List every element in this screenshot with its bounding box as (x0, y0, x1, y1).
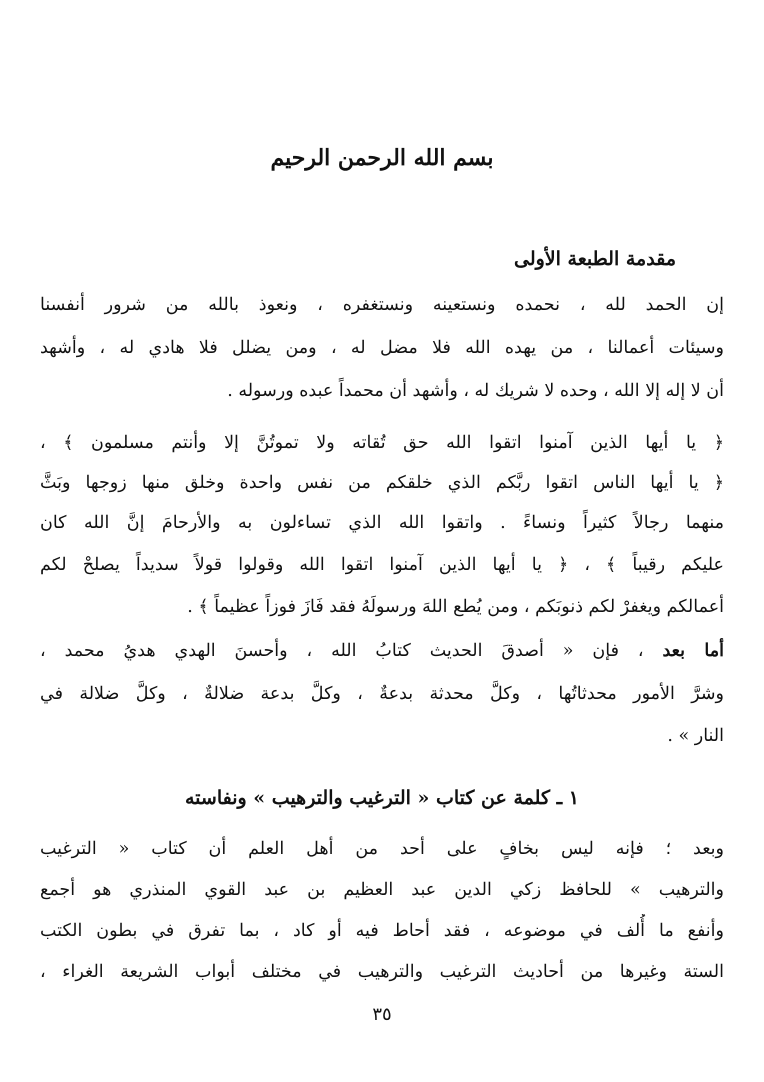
preface-heading: مقدمة الطبعة الأولى (513, 248, 676, 270)
verse-line: ﴿ يا أيها الذين آمنوا اتقوا الله حق تُقاته ولا تموتُنَّ إلا وأنتم مسلمون ﴾ ، (40, 433, 724, 453)
paragraph-line: وسيئات أعمالنا ، من يهده الله فلا مضل له ، ومن يضلل فلا هادي له ، وأشهد (40, 338, 724, 358)
paragraph-line: الستة وغيرها من أحاديث الترغيب والترهيب في مختلف أبواب الشريعة الغراء ، (40, 962, 724, 982)
paragraph-line: وأنفع ما أُلف في موضوعه ، فقد أحاط فيه أو كاد ، بما تفرق في بطون الكتب (40, 921, 724, 941)
paragraph-line: النار » . (667, 726, 724, 746)
section-heading: ١ ـ كلمة عن كتاب « الترغيب والترهيب » ونفاسته (184, 787, 579, 809)
verse-line: عليكم رقيباً ﴾ ، ﴿ يا أيها الذين آمنوا اتقوا الله وقولوا قولاً سديداً يصلحْ لكم (40, 555, 724, 575)
paragraph-line: والترهيب » للحافظ زكي الدين عبد العظيم بن عبد القوي المنذري هو أجمع (40, 880, 724, 900)
basmala-title: بسم الله الرحمن الرحيم (270, 145, 494, 171)
paragraph-line: إن الحمد لله ، نحمده ونستعينه ونستغفره ، ونعوذ بالله من شرور أنفسنا (40, 295, 724, 315)
paragraph-line: أن لا إله إلا الله ، وحده لا شريك له ، وأشهد أن محمداً عبده ورسوله . (227, 381, 724, 401)
paragraph-line: وبعد ؛ فإنه ليس بخافٍ على أحد من أهل العلم أن كتاب « الترغيب (40, 839, 724, 859)
page-number: ٣٥ (372, 1004, 392, 1025)
ama-baad-lead: أما بعد (662, 641, 724, 661)
paragraph-line: وشرَّ الأمور محدثاتُها ، وكلَّ محدثة بدعةٌ ، وكلَّ بدعة ضلالةٌ ، وكلَّ ضلالة في (40, 684, 724, 704)
paragraph-line (40, 634, 724, 668)
verse-line: أعمالكم ويغفرْ لكم ذنوبَكم ، ومن يُطع اللهَ ورسولَهُ فقد فَازَ فوزاً عظيماً ﴾ . (187, 597, 724, 617)
verse-line: منهما رجالاً كثيراً ونساءً . واتقوا الله الذي تساءلون به والأرحامَ إنَّ الله كان (40, 513, 724, 533)
verse-line: ﴿ يا أيها الناس اتقوا ربَّكم الذي خلقكم من نفس واحدة وخلق منها زوجها وبَثَّ (40, 473, 724, 493)
paragraph-text: ، فإن « أصدقَ الحديث كتابُ الله ، وأحسنَ الهدي هديُ محمد ، (40, 641, 663, 661)
